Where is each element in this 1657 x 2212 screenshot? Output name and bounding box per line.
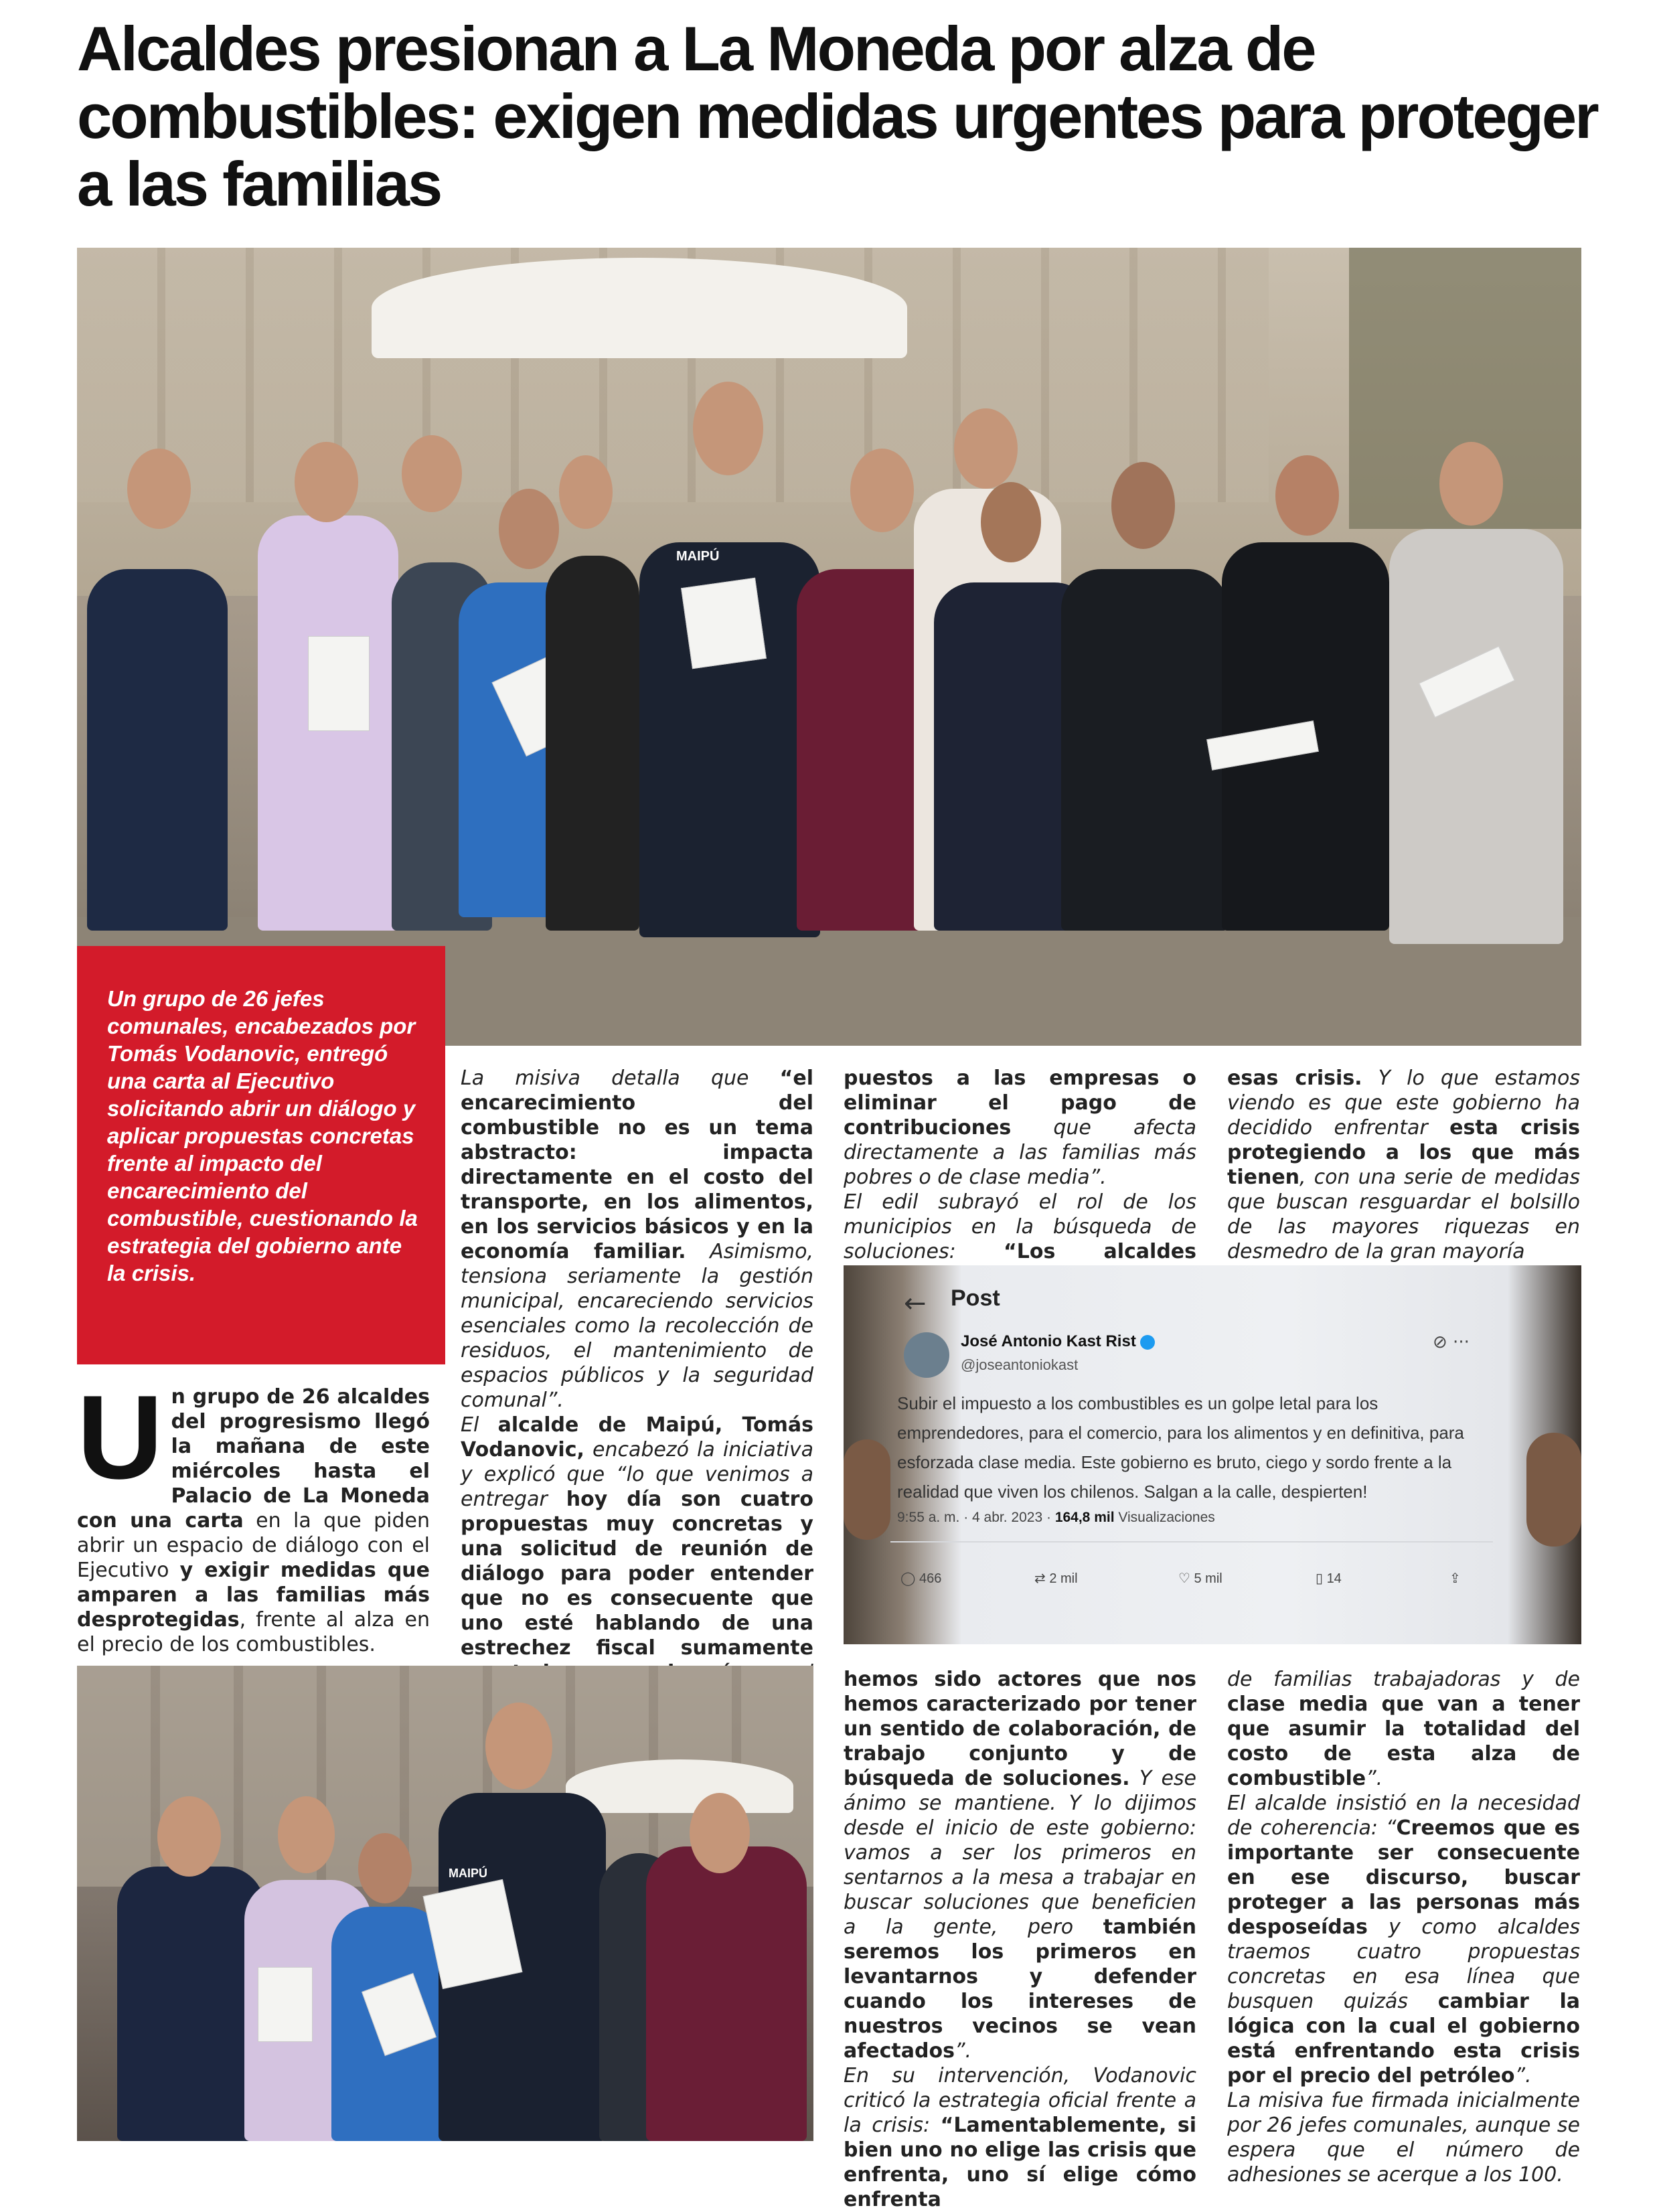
text: La misiva detalla que: [461, 1066, 780, 1090]
article-column-2: [461, 1066, 813, 1735]
text: ”.: [954, 2039, 972, 2063]
bold-text: clase media que van a tener que asumir la totalidad del costo de esta alza de combustible: [1227, 1692, 1580, 1790]
text: Y ese ánimo se mantiene. Y lo dijimos desde el inicio de este gobierno: vamos a ser los primeros en sentarnos a la mesa a trabajar en buscar soluciones que beneficien a la gente, pero: [844, 1767, 1196, 1939]
lead-text-2: , frente al alza en el precio de los combustibles.: [77, 1608, 430, 1656]
verified-badge-icon: [1140, 1335, 1155, 1350]
tweet-views-label: Visualizaciones: [1114, 1510, 1215, 1525]
group-photo: [77, 248, 1581, 1046]
tweet-header: Post: [951, 1285, 1000, 1311]
bold-text: hemos sido actores que nos hemos caracterizado por tener un sentido de colaboración, de trabajo conjunto y de búsqueda de soluciones.: [844, 1668, 1196, 1790]
bookmark-stat: [1316, 1570, 1342, 1587]
headline: Alcaldes presionan a La Moneda por alza de combustibles: exigen medidas urgentes para proteger a las familias: [77, 13, 1597, 219]
tweet-views-count: 164,8 mil: [1054, 1510, 1115, 1525]
bold-text: esta crisis protegiendo a los que más tienen: [1227, 1116, 1581, 1189]
walking-photo: [77, 1666, 813, 2141]
red-summary-box: [77, 946, 445, 1364]
bold-text: Creemos que es importante ser consecuente en ese discurso, buscar proteger a las personas más desposeídas: [1227, 1816, 1580, 1939]
text: ”.: [1366, 1767, 1383, 1790]
repost-count: 2 mil: [1049, 1571, 1078, 1586]
repost-stat: [1034, 1570, 1078, 1587]
tweet-time: 9:55 a. m. · 4 abr. 2023 ·: [897, 1510, 1055, 1525]
bold-text: cambiar la lógica con la cual el gobierno está enfrentando esta crisis por el precio del petróleo: [1227, 1990, 1580, 2087]
bold-text: hoy día son cuatro propuestas muy concretas y una solicitud de reunión de diálogo para poder entender que no es consecuente que uno esté hablando de una estrechez fiscal sumamente: [461, 1488, 813, 1660]
bookmark-icon: ▯: [1316, 1571, 1327, 1586]
bold-text: “Los alcaldes: [1004, 1240, 1196, 1263]
text: , con una serie de medidas que buscan resguardar el bolsillo de las mayores riquezas en desmedro de la gran mayoría: [1227, 1166, 1580, 1263]
tweet-author-name: José Antonio Kast Rist: [961, 1332, 1136, 1350]
tweet-body: Subir el impuesto a los combustibles es un golpe letal para los emprendedores, para el comercio, para los alimentos y en definitiva, para esforzada clase media. Este gobierno es bruto, ciego y sordo frente a la realidad que viven los chilenos. Salgan a la calle, despierten!: [897, 1393, 1464, 1502]
more-options-icon: ⊘ ···: [1433, 1332, 1470, 1352]
bold-text: también seremos los primeros en levantarnos y defender cuando los intereses de nuestros vecinos se vean afectados: [844, 1915, 1196, 2063]
text: En su intervención, Vodanovic criticó la estrategia oficial frente a la crisis:: [844, 2064, 1196, 2137]
article-column-5: [844, 1667, 1196, 2212]
text: que afecta directamente a las familias más pobres o de clase media”.: [844, 1116, 1196, 1189]
repost-icon: ⇄: [1034, 1571, 1050, 1586]
text: La misiva fue firmada inicialmente por 26 jefes comunales, aunque se espera que el número de adhesiones se acerque a los 100.: [1227, 2089, 1580, 2187]
text: y como alcaldes traemos cuatro propuestas concretas en esa línea que busquen quizás: [1227, 1915, 1580, 2013]
article-column-6: [1227, 1667, 1580, 2187]
reply-icon: ◯: [900, 1571, 919, 1586]
text: Y lo que estamos viendo es que este gobierno ha decidido enfrentar: [1227, 1066, 1580, 1139]
tweet-printout-photo: [844, 1265, 1581, 1644]
tweet-author-row: [961, 1332, 1155, 1351]
article-column-4: [1227, 1066, 1580, 1264]
share-icon: ⇪: [1449, 1571, 1461, 1586]
lead-bold-2: y exigir medidas que amparen a las familias más desprotegidas: [77, 1559, 430, 1632]
avatar: [904, 1332, 949, 1378]
reply-count: 466: [919, 1571, 942, 1586]
maipu-chest-logo: MAIPÚ: [676, 549, 720, 564]
bold-text: alcalde de Maipú, Tomás Vodanovic,: [461, 1413, 814, 1462]
text: El edil subrayó el rol de los municipios en la búsqueda de soluciones:: [844, 1190, 1196, 1263]
right-hand: [1526, 1433, 1581, 1547]
article-column-1: [77, 1370, 430, 1657]
text: de familias trabajadoras y de: [1227, 1668, 1580, 1691]
text: encabezó la iniciativa y explicó que “lo que venimos a entregar: [461, 1438, 813, 1511]
back-arrow-icon: ←: [904, 1288, 927, 1319]
left-hand: [844, 1439, 890, 1540]
lead-text: en la que piden abrir un espacio de diálogo con el Ejecutivo: [77, 1509, 430, 1582]
drop-cap: U: [77, 1370, 163, 1504]
text: El alcalde insistió en la necesidad de coherencia: “: [1227, 1792, 1580, 1840]
article-column-3: [844, 1066, 1196, 1289]
bold-text: esas crisis.: [1227, 1066, 1362, 1090]
text: Asimismo, tensiona seriamente la gestión municipal, encareciendo servicios esenciales como la recolección de residuos, el mantenimiento de espacios públicos y la seguridad comunal”.: [461, 1240, 813, 1412]
tweet-meta: [897, 1510, 1215, 1526]
lead-bold: n grupo de 26 alcaldes del progresismo llegó la mañana de este miércoles hasta el Palacio de La Moneda con una carta: [77, 1385, 430, 1532]
bold-text: “el encarecimiento del combustible no es un tema abstracto: impacta directamente en el costo del transporte, en los alimentos, en los servicios básicos y en la economía familiar.: [461, 1066, 813, 1263]
like-stat: [1178, 1570, 1222, 1587]
like-count: 5 mil: [1194, 1571, 1222, 1586]
bold-text: “Lamentablemente, si bien uno no elige las crisis que enfrenta, uno sí elige cómo enfrenta: [844, 2114, 1196, 2211]
reply-stat: [900, 1570, 941, 1587]
divider: [890, 1541, 1493, 1543]
text: El: [461, 1413, 498, 1437]
maipu-chest-logo-2: MAIPÚ: [449, 1867, 487, 1880]
heart-icon: ♡: [1178, 1571, 1194, 1586]
bookmark-count: 14: [1326, 1571, 1342, 1586]
text: ”.: [1514, 2064, 1532, 2087]
bold-text: puestos a las empresas o eliminar el pago de contribuciones: [844, 1066, 1196, 1139]
summary-text: Un grupo de 26 jefes comunales, encabezados por Tomás Vodanovic, entregó una carta al Ejecutivo solicitando abrir un diálogo y aplicar propuestas concretas frente al impacto del encarecimiento del combustible, cuestionando la estrategia del gobierno ante la crisis.: [107, 986, 418, 1285]
tweet-handle: @joseantoniokast: [961, 1356, 1079, 1373]
